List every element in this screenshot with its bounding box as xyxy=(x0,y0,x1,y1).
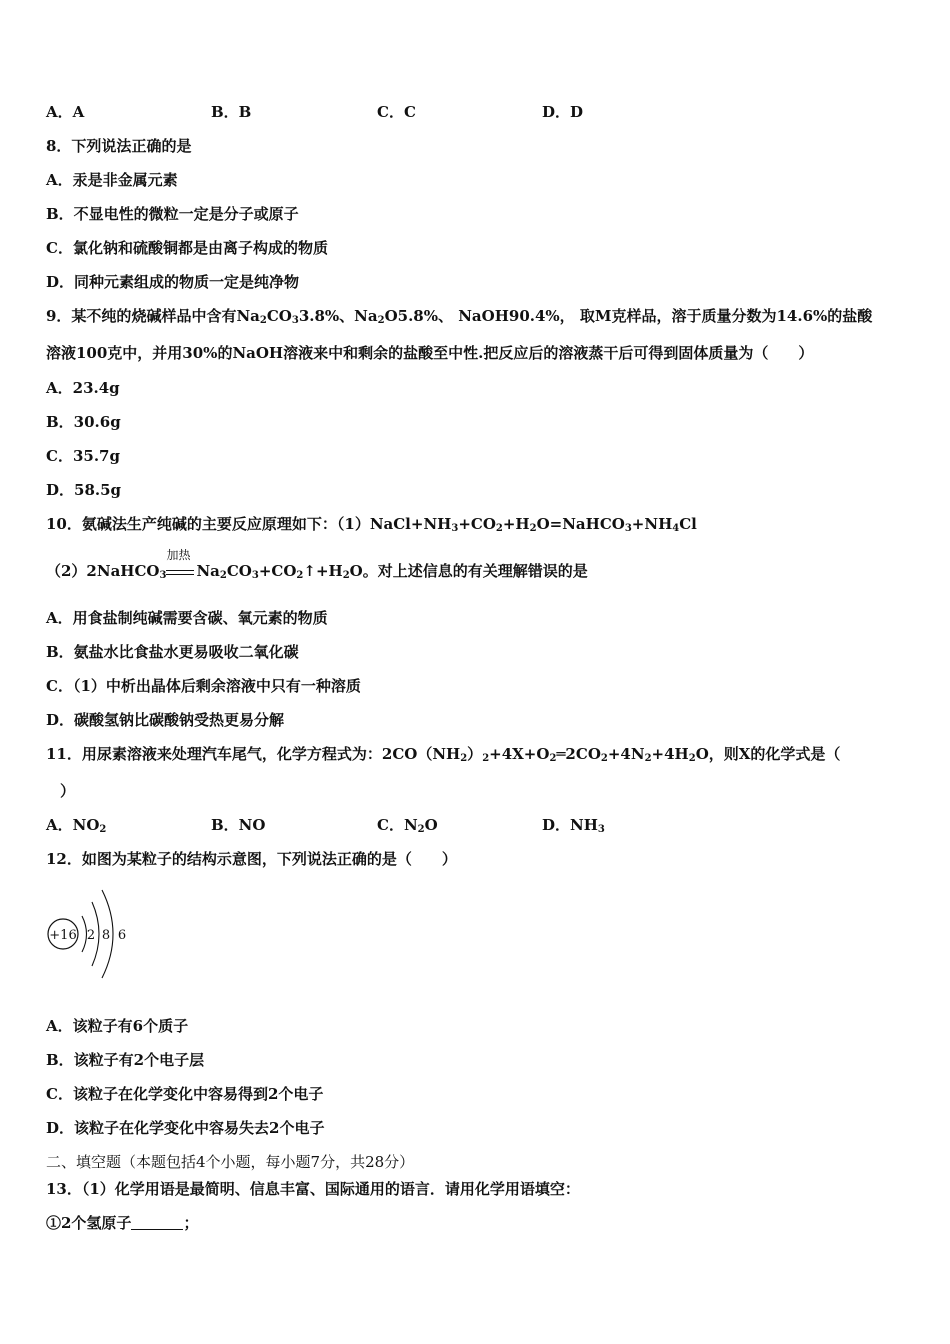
q12-stem: 12．如图为某粒子的结构示意图，下列说法正确的是（ ） xyxy=(46,850,457,868)
q11-option-d: D．$NH_3$ xyxy=(542,816,605,835)
electron-shell-arc-1 xyxy=(82,916,87,952)
q13-item1: ①2个氢原子 ； xyxy=(46,1214,199,1232)
q11-option-c: C．$N_2O$ xyxy=(377,816,438,835)
q13-line1: 13．（1）化学用语是最简明、信息丰富、国际通用的语言．请用化学用语填空： xyxy=(46,1180,580,1198)
q8-option-d: D．同种元素组成的物质一定是纯净物 xyxy=(46,273,300,291)
q11-stem-line1: 11．用尿素溶液来处理汽车尾气，化学方程式为：$2CO(NH_2)_2+4X+O_2═2CO_2+4N_2+4H_2O$，则X的化学式是（ xyxy=(46,745,841,764)
answer-blank[interactable] xyxy=(131,1215,183,1230)
nucleus-charge: +16 xyxy=(49,928,77,943)
q10-stem-line1: 10．氨碱法生产纯碱的主要反应原理如下：$(1)NaCl+NH_3+CO_2+H_2O=NaHCO_3+NH_4Cl$ xyxy=(46,515,697,534)
atom-structure-diagram xyxy=(44,878,144,988)
q12-option-a: A．该粒子有6个质子 xyxy=(46,1017,189,1035)
q12-option-c: C．该粒子在化学变化中容易得到2个电子 xyxy=(46,1085,324,1103)
q8-option-b: B．不显电性的微粒一定是分子或原子 xyxy=(46,205,299,223)
q8-option-a: A．汞是非金属元素 xyxy=(46,171,178,189)
q9-stem-line1: 9．某不纯的烧碱样品中含有$Na_2CO_33.8\%$、$Na_2O5.8\%$、 NaOH90.4%， 取M克样品，溶于质量分数为14.6%的盐酸 xyxy=(46,307,873,326)
q10-option-d: D．碳酸氢钠比碳酸钠受热更易分解 xyxy=(46,711,285,729)
shell-2-electrons: 8 xyxy=(101,928,111,943)
q9-stem-line2: 溶液100克中，并用30%的NaOH溶液来中和剩余的盐酸至中性.把反应后的溶液蒸干后可得到固体质量为（ ） xyxy=(46,344,814,362)
q8-stem: 8．下列说法正确的是 xyxy=(46,137,192,155)
q11-option-a: A．$NO_2$ xyxy=(46,816,107,835)
shell-1-electrons: 2 xyxy=(86,928,96,943)
shell-3-electrons: 6 xyxy=(117,928,127,943)
q10-option-b: B．氨盐水比食盐水更易吸收二氧化碳 xyxy=(46,643,299,661)
q10-option-c: C．（1）中析出晶体后剩余溶液中只有一种溶质 xyxy=(46,677,361,695)
q9-option-b: B．30.6g xyxy=(46,413,121,431)
q7-option-b: B．B xyxy=(211,103,252,121)
q12-option-b: B．该粒子有2个电子层 xyxy=(46,1051,205,1069)
q9-option-c: C．35.7g xyxy=(46,447,120,465)
q7-option-a: A．A xyxy=(46,103,85,121)
q7-option-d: D．D xyxy=(542,103,584,121)
q10-stem-line2: （2）2NaHCO$_3$ 加热 $Na_2CO_3+CO_2↑+H_2O$。对上述信息的有关理解错误的是 xyxy=(46,548,588,581)
q9-option-d: D．58.5g xyxy=(46,481,122,499)
q10-option-a: A．用食盐制纯碱需要含碳、氧元素的物质 xyxy=(46,609,328,627)
q7-option-c: C．C xyxy=(377,103,416,121)
q9-option-a: A．23.4g xyxy=(46,379,120,397)
q8-option-c: C．氯化钠和硫酸铜都是由离子构成的物质 xyxy=(46,239,328,257)
heating-condition-sign: 加热 xyxy=(166,561,196,581)
q11-option-b: B．NO xyxy=(211,816,266,834)
q12-option-d: D．该粒子在化学变化中容易失去2个电子 xyxy=(46,1119,325,1137)
q11-stem-line2: ） xyxy=(60,782,76,800)
section-2-heading: 二、填空题（本题包括4个小题，每小题7分，共28分） xyxy=(46,1153,415,1171)
